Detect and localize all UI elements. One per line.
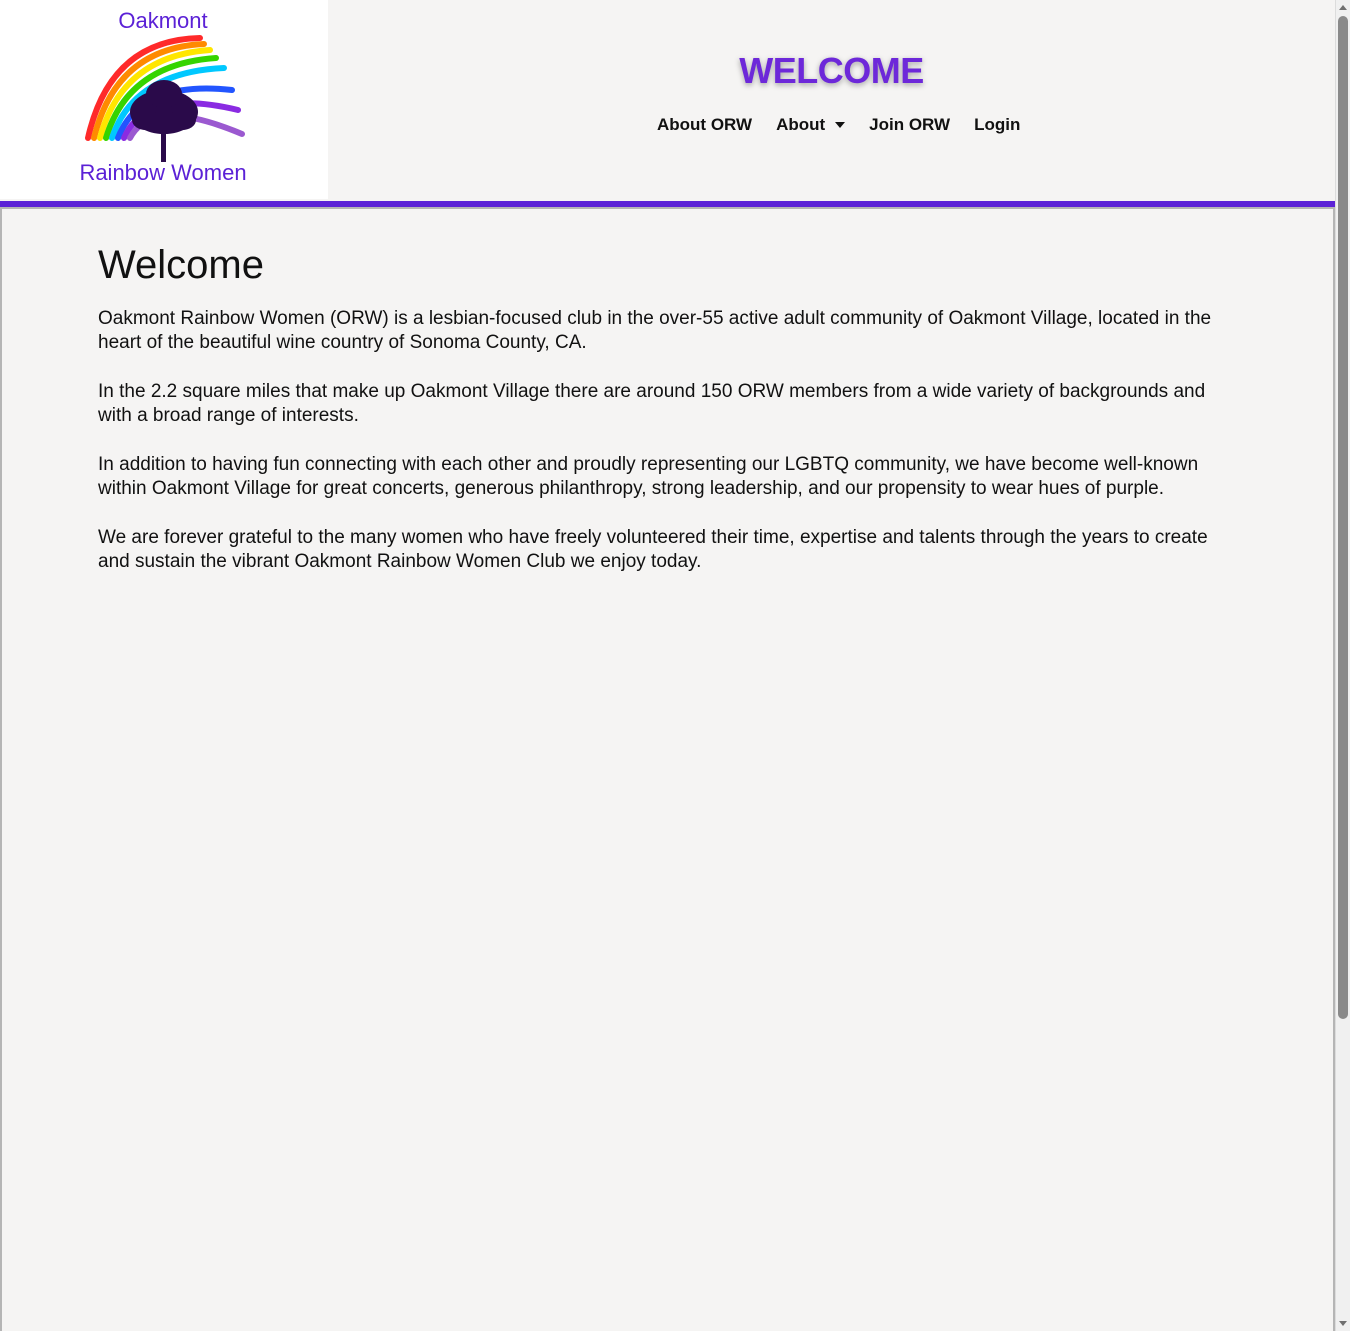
nav-item-about-orw[interactable] — [645, 115, 764, 135]
nav-item-login[interactable] — [962, 115, 1032, 135]
nav-item-label: Login — [974, 115, 1021, 134]
site-logo[interactable] — [0, 0, 328, 199]
site-header — [0, 0, 1335, 201]
content-heading: Welcome — [98, 243, 264, 287]
gratitude-paragraph: We are forever grateful to the many women who have freely volunteered their time, expertise and talents through the years to create and sustain the vibrant Oakmont Rainbow Women Club we enjoy today. — [98, 527, 1208, 572]
community-paragraph: In addition to having fun connecting with each other and proudly representing our LGBTQ community, we have become well-known within Oakmont Village for great concerts, generous philanthropy, strong leadership, and our propensity to wear hues of purple. — [98, 454, 1199, 499]
main-nav — [645, 112, 1032, 138]
logo-top-text: Oakmont — [118, 8, 208, 33]
caret-down-icon[interactable] — [835, 122, 845, 128]
page-title: WELCOME — [739, 50, 924, 91]
members-paragraph: In the 2.2 square miles that make up Oakmont Village there are around 150 ORW members from a wide variety of backgrounds and with a broad range of interests. — [98, 381, 1206, 426]
nav-item-about[interactable] — [764, 115, 857, 135]
vertical-scrollbar[interactable] — [1335, 0, 1350, 1331]
logo-bottom-text: Rainbow Women — [79, 160, 247, 185]
scrollbar-thumb[interactable] — [1338, 16, 1348, 1019]
main-content — [98, 243, 1233, 599]
rainbow-tree-icon — [80, 30, 250, 165]
intro-paragraph: Oakmont Rainbow Women (ORW) is a lesbian-focused club in the over-55 active adult community of Oakmont Village, located in the heart of the beautiful wine country of Sonoma County, CA. — [98, 308, 1212, 353]
scroll-up-arrow-icon[interactable] — [1339, 5, 1347, 10]
scroll-down-arrow-icon[interactable] — [1339, 1321, 1347, 1326]
nav-item-label: About ORW — [657, 115, 753, 134]
nav-item-join-orw[interactable] — [857, 115, 962, 135]
nav-item-label: Join ORW — [869, 115, 951, 134]
nav-item-label: About — [776, 115, 826, 134]
